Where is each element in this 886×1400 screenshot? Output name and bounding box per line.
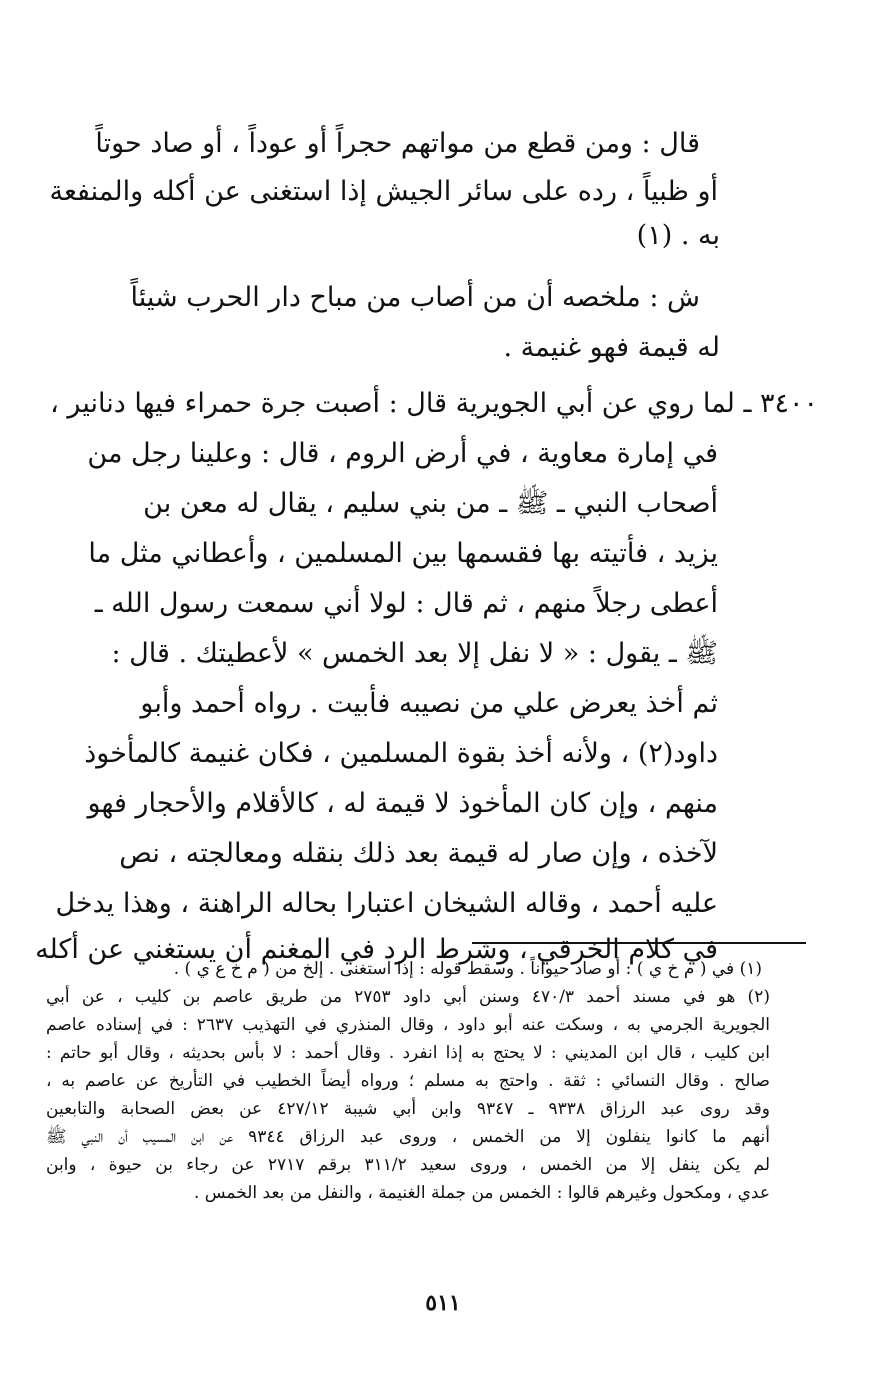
footnote-line: لم يكن ينفل إلا من الخمس ، وروى سعيد ٣١١/٢ برقم ٢٧١٧ عن رجاء بن حيوة ، وابن xyxy=(46,1155,771,1175)
footnote-line: صالح . وقال النسائي : ثقة . واحتج به مسلم ؛ ورواه أيضاً الخطيب في التأريخ عن عاصم به ، xyxy=(46,1071,770,1091)
main-text-line: قال : ومن قطع من مواتهم حجراً أو عوداً ، أو صاد حوتاً xyxy=(95,128,700,159)
footnote-line: (٢) هو في مسند أحمد ٤٧٠/٣ وسنن أبي داود ٢٧٥٣ من طريق عاصم بن كليب ، عن أبي xyxy=(46,987,770,1007)
footnote-line: عدي ، ومكحول وغيرهم قالوا : الخمس من جملة الغنيمة ، والنفل من بعد الخمس . xyxy=(193,1183,770,1203)
footnote-line: أنهم ما كانوا ينفلون إلا من الخمس ، وروى عبد الرزاق ٩٣٤٤ عن ابن المسيب أن النبي ﷺ xyxy=(46,1127,770,1147)
main-text-line: منهم ، وإن كان المأخوذ لا قيمة له ، كالأقلام والأحجار فهو xyxy=(87,788,718,819)
main-text-line: أو ظبياً ، رده على سائر الجيش إذا استغنى عن أكله والمنفعة xyxy=(49,176,718,207)
footnote-line: وقد روى عبد الرزاق ٩٣٣٨ ـ ٩٣٤٧ وابن أبي شيبة ٤٢٧/١٢ عن بعض الصحابة والتابعين xyxy=(46,1099,771,1119)
main-text-line: له قيمة فهو غنيمة . xyxy=(503,332,720,363)
footnote-line: الجويرية الجرمي به ، وسكت عنه أبو داود ، وقال المنذري في التهذيب ٢٦٣٧ : في إسناده عاصم xyxy=(46,1015,770,1035)
main-text-line: به . (١) xyxy=(636,220,720,251)
main-text-line: لآخذه ، وإن صار له قيمة بعد ذلك بنقله ومعالجته ، نص xyxy=(119,838,718,869)
main-text-line: ثم أخذ يعرض علي من نصيبه فأبيت . رواه أحمد وأبو xyxy=(140,688,718,719)
main-text-line: ﷺ ـ يقول : « لا نفل إلا بعد الخمس » لأعطيتك . قال : xyxy=(111,638,718,669)
main-text-line: يزيد ، فأتيته بها فقسمها بين المسلمين ، وأعطاني مثل ما xyxy=(88,538,718,569)
main-text-line: أصحاب النبي ـ ﷺ ـ من بني سليم ، يقال له معن بن xyxy=(143,488,718,519)
main-text-line: ش : ملخصه أن من أصاب من مباح دار الحرب شيئاً xyxy=(130,282,700,313)
main-text-line: أعطى رجلاً منهم ، ثم قال : لولا أني سمعت رسول الله ـ xyxy=(94,588,718,619)
main-text-line: في إمارة معاوية ، في أرض الروم ، قال : وعلينا رجل من xyxy=(87,438,718,469)
footnote-separator xyxy=(472,942,806,944)
page-number: ٥١١ xyxy=(425,1290,461,1316)
footnote-line: ابن كليب ، قال ابن المديني : لا يحتج به إذا انفرد . وقال أحمد : لا بأس بحديثه ، وقال أبو حاتم : xyxy=(46,1043,770,1063)
main-text-line: داود(٢) ، ولأنه أخذ بقوة المسلمين ، فكان غنيمة كالمأخوذ xyxy=(84,738,718,769)
footnote-line: (١) في ( م خ ي ) : أو صاد حيواناً . وسقط قوله : إذا استغنى . إلخ من ( م خ ع ي ) . xyxy=(173,959,762,979)
main-text-line: ٣٤٠٠ ـ لما روي عن أبي الجويرية قال : أصبت جرة حمراء فيها دنانير ، xyxy=(50,388,818,419)
main-text-line: في كلام الخرقي ، وشرط الرد في المغنم أن يستغني عن أكله xyxy=(35,934,718,965)
main-text-line: عليه أحمد ، وقاله الشيخان اعتبارا بحاله الراهنة ، وهذا يدخل xyxy=(55,888,718,919)
